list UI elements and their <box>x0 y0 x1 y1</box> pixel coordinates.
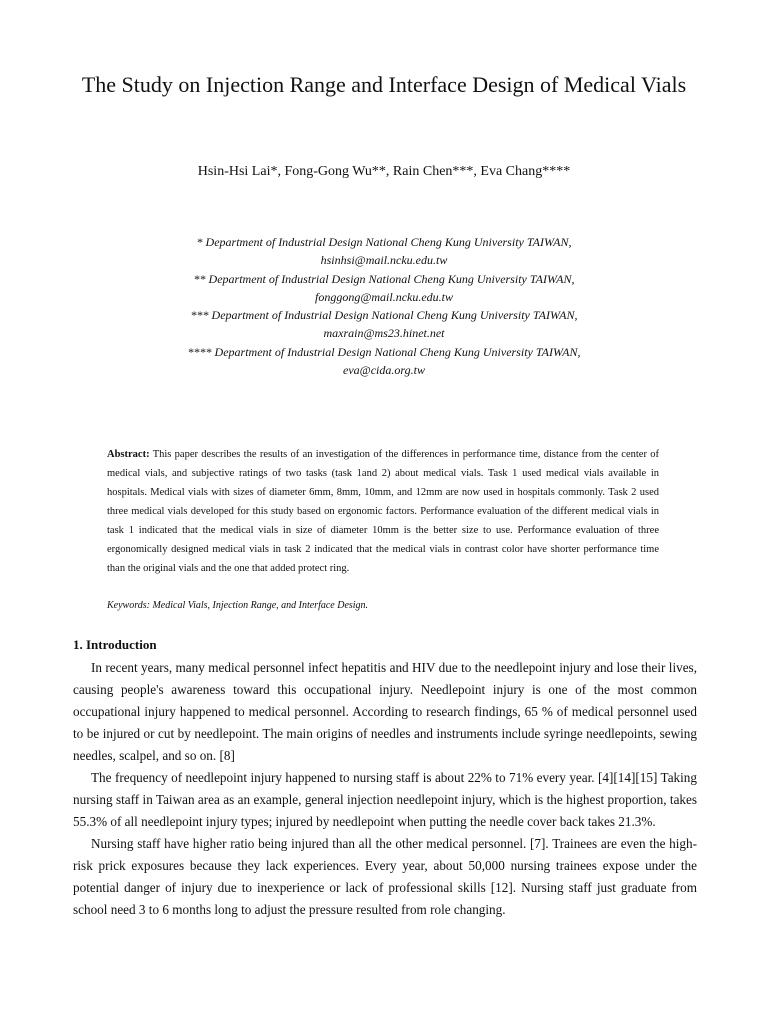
abstract-text: This paper describes the results of an investigation of the differences in performance time, distance from the center of medical vials, and subjective ratings of two tasks (task 1and 2) about medical vials. Task 1 used medical vials available in hospitals. Medical vials with sizes of diameter 6mm, 8mm, 10mm, and 12mm are now used in hospitals commonly. Task 2 used three medical vials developed for this study based on ergonomic factors. Performance evaluation of the different medical vials in task 1 indicated that the medical vials in size of diameter 10mm is the better size to use. Performance evaluation of three ergonomically designed medical vials in task 2 indicated that the medical vials in contrast color have shorter performance time than the original vials and the one that added protect ring. <box>107 449 660 574</box>
body-paragraph: The frequency of needlepoint injury happened to nursing staff is about 22% to 71% every year. [4][14][15] Taking nursing staff in Taiwan area as an example, general injection needlepoint injury, which is the highest proportion, takes 55.3% of all needlepoint injury types; injured by needlepoint when putting the needle cover back takes 21.3%. <box>73 770 697 829</box>
affiliation-line: ** Department of Industrial Design National Cheng Kung University TAIWAN, <box>193 271 575 286</box>
author-list: Hsin-Hsi Lai*, Fong-Gong Wu**, Rain Chen***, Eva Chang**** <box>197 164 571 179</box>
author-email: maxrain@ms23.hinet.net <box>323 326 445 341</box>
affiliation-line: *** Department of Industrial Design National Cheng Kung University TAIWAN, <box>190 308 578 323</box>
section-heading-introduction: 1. Introduction <box>73 637 157 652</box>
body-paragraph: In recent years, many medical personnel infect hepatitis and HIV due to the needlepoint injury and lose their lives, causing people's awareness toward this occupational injury. Needlepoint injury is one of the most common occupational injury happened to medical personnel. According to research findings, 65 % of medical personnel used to be injured or cut by needlepoint. The main origins of needles and instruments include syringe needlepoints, sewing needles, scalpel, and so on. [8] <box>73 660 697 763</box>
author-email: hsinhsi@mail.ncku.edu.tw <box>320 253 448 268</box>
affiliation-line: * Department of Industrial Design National Cheng Kung University TAIWAN, <box>196 235 572 249</box>
abstract <box>107 445 659 578</box>
abstract-label: Abstract: <box>107 449 150 460</box>
affiliation-list <box>100 233 668 379</box>
introduction-body <box>73 657 697 921</box>
body-paragraph: Nursing staff have higher ratio being injured than all the other medical personnel. [7]. Trainees are even the high-risk prick exposures because they lack experiences. Every year, about 50,000 nursing trainees expose under the potential danger of injury due to inexperience or lack of professional skills [12]. Nursing staff just graduate from school need 3 to 6 months long to adjust the pressure resulted from role changing. <box>73 836 697 917</box>
author-email: fonggong@mail.ncku.edu.tw <box>314 289 454 304</box>
keywords: Keywords: Medical Vials, Injection Range, and Interface Design. <box>107 600 369 611</box>
author-email: eva@cida.org.tw <box>343 363 425 378</box>
paper-title: The Study on Injection Range and Interface Design of Medical Vials <box>81 72 687 97</box>
affiliation-line: **** Department of Industrial Design National Cheng Kung University TAIWAN, <box>187 344 581 359</box>
